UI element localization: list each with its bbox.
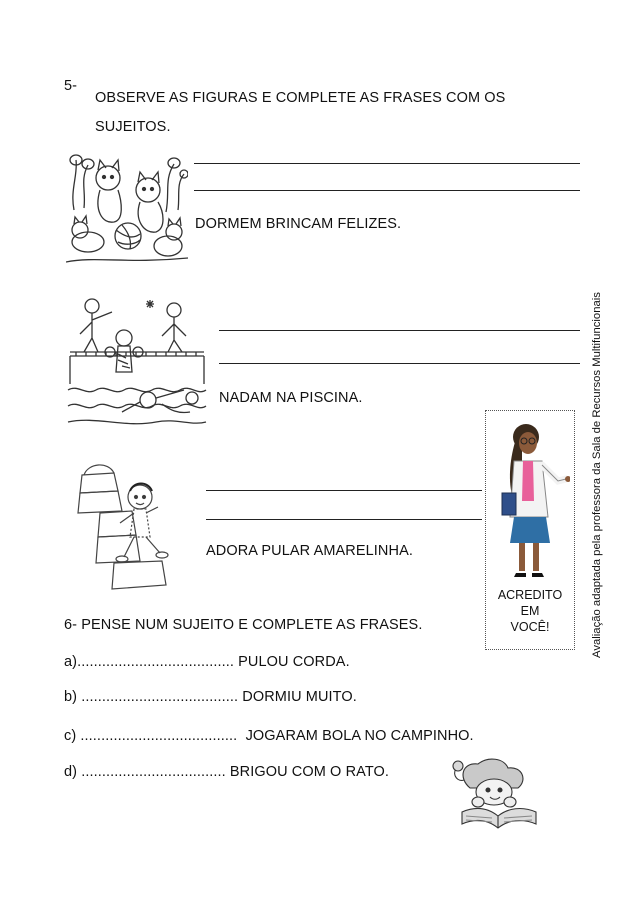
sentence-rest: JOGARAM BOLA NO CAMPINHO.	[245, 728, 474, 744]
badge-line2: EM	[520, 604, 540, 618]
badge-text	[486, 587, 574, 635]
answer-line[interactable]	[219, 330, 580, 331]
sentence-rest: BRIGOU COM O RATO.	[229, 764, 390, 780]
badge-line1: ACREDITO	[497, 588, 563, 602]
sentence-prefix: b)	[64, 689, 78, 705]
badge-line3: VOCÊ!	[510, 620, 550, 634]
cats-playing-icon	[66, 150, 188, 268]
sentence-d	[64, 764, 389, 780]
sentence-rest: DORMIU MUITO.	[242, 689, 357, 705]
question-5-number: 5-	[64, 78, 78, 94]
phrase-2: NADAM NA PISCINA.	[219, 390, 363, 406]
children-swimming-icon	[66, 294, 208, 432]
question-5-instruction-line1: OBSERVE AS FIGURAS E COMPLETE AS FRASES COM OS	[95, 90, 506, 106]
sentence-prefix: d)	[64, 764, 78, 780]
phrase-3: ADORA PULAR AMARELINHA.	[206, 543, 413, 559]
answer-line[interactable]	[206, 519, 482, 520]
child-reading-book-icon	[452, 758, 546, 832]
answer-line[interactable]	[194, 163, 580, 164]
answer-line[interactable]	[206, 490, 482, 491]
sentence-a	[64, 654, 350, 670]
dotted-blank[interactable]: ......................................	[80, 728, 238, 744]
sentence-prefix: a)	[64, 654, 78, 670]
dotted-blank[interactable]: ...................................	[81, 764, 226, 780]
phrase-1: DORMEM BRINCAM FELIZES.	[195, 216, 402, 232]
encouragement-badge	[485, 410, 575, 650]
dotted-blank[interactable]: ......................................	[81, 689, 239, 705]
question-6-title: 6- PENSE NUM SUJEITO E COMPLETE AS FRASES.	[64, 617, 423, 633]
teacher-icon	[492, 417, 570, 585]
question-5-instruction-line2: SUJEITOS.	[95, 119, 171, 135]
hopscotch-child-icon	[74, 457, 192, 592]
answer-line[interactable]	[219, 363, 580, 364]
sentence-prefix: c)	[64, 728, 77, 744]
sentence-rest: PULOU CORDA.	[238, 654, 350, 670]
side-note: Avaliação adaptada pela professora da Sala de Recursos Multifuncionais	[591, 292, 603, 658]
answer-line[interactable]	[194, 190, 580, 191]
dotted-blank[interactable]: ......................................	[77, 654, 234, 670]
sentence-b	[64, 689, 357, 705]
sentence-c	[64, 728, 474, 744]
